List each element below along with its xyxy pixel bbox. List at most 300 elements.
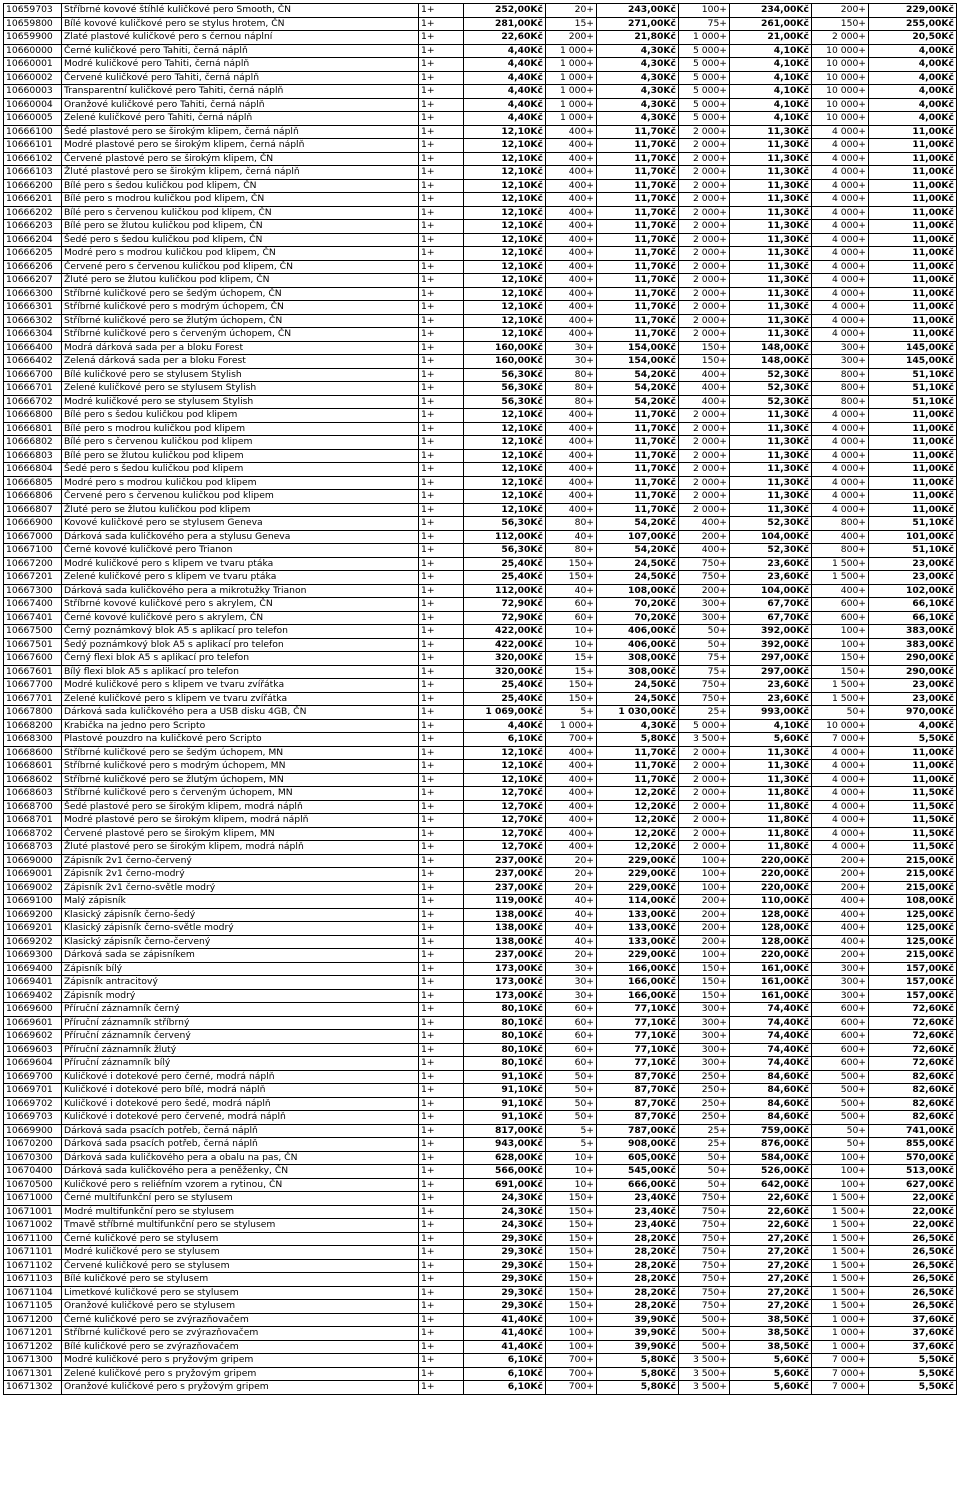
product-code-cell: 10669000 <box>4 854 62 868</box>
qty-tier-3-cell: 750+ <box>679 557 730 571</box>
product-name-cell: Modré pero s modrou kuličkou pod klipem <box>62 476 419 490</box>
qty-tier-4-cell: 200+ <box>812 4 869 18</box>
product-name-cell: Modré plastové pero se širokým klipem, modrá náplň <box>62 814 419 828</box>
product-name-cell: Modré kuličkové pero Tahiti, černá náplň <box>62 58 419 72</box>
price-tier-2-cell: 23,40Kč <box>597 1219 679 1233</box>
price-tier-1-cell: 12,10Kč <box>464 328 546 342</box>
qty-tier-4-cell: 1 500+ <box>812 1259 869 1273</box>
product-name-cell: Příruční záznamník žlutý <box>62 1043 419 1057</box>
product-name-cell: Zápisník 2v1 černo-červený <box>62 854 419 868</box>
price-tier-3-cell: 11,30Kč <box>730 179 812 193</box>
price-tier-4-cell: 26,50Kč <box>869 1273 957 1287</box>
price-tier-3-cell: 4,10Kč <box>730 112 812 126</box>
qty-tier-1-cell: 1+ <box>419 652 464 666</box>
qty-tier-3-cell: 300+ <box>679 598 730 612</box>
product-code-cell: 10666807 <box>4 503 62 517</box>
qty-tier-3-cell: 150+ <box>679 976 730 990</box>
price-tier-3-cell: 11,30Kč <box>730 463 812 477</box>
product-code-cell: 10671300 <box>4 1354 62 1368</box>
product-name-cell: Limetkové kuličkové pero se stylusem <box>62 1286 419 1300</box>
qty-tier-3-cell: 250+ <box>679 1070 730 1084</box>
qty-tier-1-cell: 1+ <box>419 773 464 787</box>
qty-tier-4-cell: 4 000+ <box>812 773 869 787</box>
price-tier-3-cell: 5,60Kč <box>730 1354 812 1368</box>
qty-tier-1-cell: 1+ <box>419 1205 464 1219</box>
qty-tier-4-cell: 4 000+ <box>812 746 869 760</box>
price-tier-4-cell: 51,10Kč <box>869 544 957 558</box>
product-code-cell: 10666803 <box>4 449 62 463</box>
product-code-cell: 10671301 <box>4 1367 62 1381</box>
product-name-cell: Stříbrné kuličkové pero se šedým úchopem, MN <box>62 746 419 760</box>
qty-tier-2-cell: 50+ <box>546 1111 597 1125</box>
price-tier-4-cell: 11,00Kč <box>869 422 957 436</box>
qty-tier-2-cell: 60+ <box>546 1043 597 1057</box>
qty-tier-2-cell: 5+ <box>546 706 597 720</box>
qty-tier-4-cell: 4 000+ <box>812 800 869 814</box>
price-tier-1-cell: 237,00Kč <box>464 868 546 882</box>
table-row <box>4 503 957 517</box>
price-tier-4-cell: 741,00Kč <box>869 1124 957 1138</box>
qty-tier-4-cell: 800+ <box>812 517 869 531</box>
price-tier-2-cell: 1 030,00Kč <box>597 706 679 720</box>
price-tier-2-cell: 229,00Kč <box>597 854 679 868</box>
product-name-cell: Černé kuličkové pero Tahiti, černá náplň <box>62 44 419 58</box>
qty-tier-2-cell: 400+ <box>546 233 597 247</box>
product-name-cell: Bílé pero se žlutou kuličkou pod klipem, ČN <box>62 220 419 234</box>
price-tier-2-cell: 4,30Kč <box>597 719 679 733</box>
price-tier-2-cell: 12,20Kč <box>597 814 679 828</box>
price-tier-2-cell: 11,70Kč <box>597 179 679 193</box>
qty-tier-4-cell: 4 000+ <box>812 436 869 450</box>
price-tier-3-cell: 11,30Kč <box>730 139 812 153</box>
price-tier-1-cell: 41,40Kč <box>464 1327 546 1341</box>
product-name-cell: Zápisník bílý <box>62 962 419 976</box>
price-tier-2-cell: 12,20Kč <box>597 800 679 814</box>
price-tier-2-cell: 11,70Kč <box>597 287 679 301</box>
price-tier-2-cell: 11,70Kč <box>597 503 679 517</box>
qty-tier-2-cell: 400+ <box>546 139 597 153</box>
product-code-cell: 10667100 <box>4 544 62 558</box>
qty-tier-1-cell: 1+ <box>419 638 464 652</box>
price-tier-1-cell: 12,10Kč <box>464 503 546 517</box>
price-tier-2-cell: 4,30Kč <box>597 58 679 72</box>
qty-tier-1-cell: 1+ <box>419 85 464 99</box>
table-row <box>4 557 957 571</box>
price-tier-3-cell: 74,40Kč <box>730 1043 812 1057</box>
price-tier-2-cell: 28,20Kč <box>597 1286 679 1300</box>
price-tier-4-cell: 4,00Kč <box>869 58 957 72</box>
product-code-cell: 10668702 <box>4 827 62 841</box>
qty-tier-1-cell: 1+ <box>419 152 464 166</box>
qty-tier-3-cell: 400+ <box>679 544 730 558</box>
price-tier-4-cell: 11,00Kč <box>869 773 957 787</box>
table-row <box>4 868 957 882</box>
table-row <box>4 1016 957 1030</box>
price-tier-3-cell: 27,20Kč <box>730 1259 812 1273</box>
price-tier-2-cell: 107,00Kč <box>597 530 679 544</box>
qty-tier-3-cell: 200+ <box>679 908 730 922</box>
product-name-cell: Černé kovové kuličkové pero s akrylem, ČN <box>62 611 419 625</box>
table-row <box>4 44 957 58</box>
qty-tier-3-cell: 250+ <box>679 1111 730 1125</box>
qty-tier-3-cell: 5 000+ <box>679 58 730 72</box>
price-tier-1-cell: 25,40Kč <box>464 692 546 706</box>
price-tier-4-cell: 11,00Kč <box>869 139 957 153</box>
qty-tier-3-cell: 750+ <box>679 1259 730 1273</box>
price-tier-4-cell: 145,00Kč <box>869 341 957 355</box>
product-code-cell: 10659900 <box>4 31 62 45</box>
price-tier-2-cell: 11,70Kč <box>597 476 679 490</box>
qty-tier-3-cell: 2 000+ <box>679 841 730 855</box>
table-row <box>4 571 957 585</box>
qty-tier-1-cell: 1+ <box>419 409 464 423</box>
qty-tier-3-cell: 25+ <box>679 1138 730 1152</box>
price-tier-4-cell: 22,00Kč <box>869 1219 957 1233</box>
price-tier-2-cell: 11,70Kč <box>597 760 679 774</box>
price-tier-1-cell: 252,00Kč <box>464 4 546 18</box>
qty-tier-4-cell: 4 000+ <box>812 193 869 207</box>
qty-tier-4-cell: 4 000+ <box>812 490 869 504</box>
qty-tier-1-cell: 1+ <box>419 949 464 963</box>
qty-tier-2-cell: 20+ <box>546 854 597 868</box>
qty-tier-3-cell: 100+ <box>679 4 730 18</box>
product-code-cell: 10668700 <box>4 800 62 814</box>
product-name-cell: Příruční záznamník bílý <box>62 1057 419 1071</box>
qty-tier-4-cell: 600+ <box>812 1057 869 1071</box>
price-tier-1-cell: 80,10Kč <box>464 1016 546 1030</box>
price-tier-3-cell: 161,00Kč <box>730 976 812 990</box>
qty-tier-4-cell: 1 000+ <box>812 1327 869 1341</box>
table-row <box>4 1259 957 1273</box>
qty-tier-1-cell: 1+ <box>419 584 464 598</box>
table-row <box>4 409 957 423</box>
table-row <box>4 1138 957 1152</box>
qty-tier-4-cell: 800+ <box>812 544 869 558</box>
price-tier-2-cell: 166,00Kč <box>597 962 679 976</box>
qty-tier-1-cell: 1+ <box>419 692 464 706</box>
qty-tier-3-cell: 150+ <box>679 355 730 369</box>
table-row <box>4 193 957 207</box>
qty-tier-3-cell: 300+ <box>679 1016 730 1030</box>
qty-tier-1-cell: 1+ <box>419 746 464 760</box>
product-name-cell: Stříbrné kuličkové pero s modrým úchopem, MN <box>62 760 419 774</box>
price-tier-1-cell: 12,10Kč <box>464 260 546 274</box>
price-tier-4-cell: 72,60Kč <box>869 1043 957 1057</box>
table-row <box>4 1043 957 1057</box>
qty-tier-4-cell: 400+ <box>812 895 869 909</box>
qty-tier-4-cell: 800+ <box>812 382 869 396</box>
qty-tier-1-cell: 1+ <box>419 733 464 747</box>
qty-tier-4-cell: 4 000+ <box>812 449 869 463</box>
price-tier-4-cell: 11,00Kč <box>869 490 957 504</box>
qty-tier-1-cell: 1+ <box>419 193 464 207</box>
price-tier-2-cell: 5,80Kč <box>597 733 679 747</box>
product-code-cell: 10669202 <box>4 935 62 949</box>
product-name-cell: Černé kuličkové pero se zvýrazňovačem <box>62 1313 419 1327</box>
price-tier-1-cell: 56,30Kč <box>464 544 546 558</box>
qty-tier-3-cell: 500+ <box>679 1327 730 1341</box>
price-tier-4-cell: 102,00Kč <box>869 584 957 598</box>
product-name-cell: Červené pero s červenou kuličkou pod klipem, ČN <box>62 260 419 274</box>
qty-tier-1-cell: 1+ <box>419 247 464 261</box>
qty-tier-2-cell: 10+ <box>546 1178 597 1192</box>
price-tier-1-cell: 91,10Kč <box>464 1111 546 1125</box>
price-tier-2-cell: 308,00Kč <box>597 665 679 679</box>
qty-tier-4-cell: 50+ <box>812 706 869 720</box>
price-tier-2-cell: 77,10Kč <box>597 1057 679 1071</box>
price-tier-4-cell: 970,00Kč <box>869 706 957 720</box>
qty-tier-2-cell: 5+ <box>546 1124 597 1138</box>
price-tier-4-cell: 11,00Kč <box>869 247 957 261</box>
qty-tier-2-cell: 30+ <box>546 341 597 355</box>
table-row <box>4 287 957 301</box>
product-name-cell: Bílé kuličkové pero se stylusem Stylish <box>62 368 419 382</box>
price-tier-2-cell: 39,90Kč <box>597 1340 679 1354</box>
qty-tier-4-cell: 4 000+ <box>812 422 869 436</box>
price-tier-2-cell: 166,00Kč <box>597 989 679 1003</box>
product-name-cell: Modré plastové pero se širokým klipem, černá náplň <box>62 139 419 153</box>
price-tier-1-cell: 4,40Kč <box>464 58 546 72</box>
product-code-cell: 10667401 <box>4 611 62 625</box>
qty-tier-1-cell: 1+ <box>419 530 464 544</box>
price-tier-3-cell: 74,40Kč <box>730 1030 812 1044</box>
qty-tier-1-cell: 1+ <box>419 1070 464 1084</box>
price-tier-1-cell: 12,10Kč <box>464 773 546 787</box>
qty-tier-4-cell: 50+ <box>812 1124 869 1138</box>
product-code-cell: 10666100 <box>4 125 62 139</box>
price-tier-2-cell: 908,00Kč <box>597 1138 679 1152</box>
product-name-cell: Dárková sada kuličkového pera a obalu na pas, ČN <box>62 1151 419 1165</box>
qty-tier-4-cell: 400+ <box>812 584 869 598</box>
price-tier-2-cell: 11,70Kč <box>597 422 679 436</box>
price-tier-4-cell: 72,60Kč <box>869 1030 957 1044</box>
price-tier-3-cell: 84,60Kč <box>730 1111 812 1125</box>
price-tier-1-cell: 41,40Kč <box>464 1340 546 1354</box>
price-tier-1-cell: 119,00Kč <box>464 895 546 909</box>
price-tier-3-cell: 5,60Kč <box>730 1381 812 1395</box>
qty-tier-3-cell: 250+ <box>679 1097 730 1111</box>
qty-tier-3-cell: 300+ <box>679 1043 730 1057</box>
price-tier-3-cell: 392,00Kč <box>730 638 812 652</box>
price-tier-3-cell: 11,30Kč <box>730 274 812 288</box>
qty-tier-2-cell: 1 000+ <box>546 44 597 58</box>
price-tier-4-cell: 72,60Kč <box>869 1016 957 1030</box>
qty-tier-2-cell: 60+ <box>546 1003 597 1017</box>
table-row <box>4 638 957 652</box>
price-tier-1-cell: 628,00Kč <box>464 1151 546 1165</box>
price-tier-3-cell: 52,30Kč <box>730 382 812 396</box>
price-tier-1-cell: 12,10Kč <box>464 314 546 328</box>
price-tier-1-cell: 12,10Kč <box>464 436 546 450</box>
qty-tier-3-cell: 2 000+ <box>679 233 730 247</box>
product-code-cell: 10667300 <box>4 584 62 598</box>
price-tier-2-cell: 28,20Kč <box>597 1259 679 1273</box>
price-tier-4-cell: 26,50Kč <box>869 1246 957 1260</box>
product-name-cell: Černý flexi blok A5 s aplikací pro telefon <box>62 652 419 666</box>
price-tier-2-cell: 243,00Kč <box>597 4 679 18</box>
table-row <box>4 476 957 490</box>
qty-tier-3-cell: 750+ <box>679 1192 730 1206</box>
qty-tier-3-cell: 3 500+ <box>679 733 730 747</box>
qty-tier-1-cell: 1+ <box>419 314 464 328</box>
qty-tier-3-cell: 400+ <box>679 382 730 396</box>
qty-tier-2-cell: 50+ <box>546 1070 597 1084</box>
price-tier-2-cell: 12,20Kč <box>597 787 679 801</box>
qty-tier-1-cell: 1+ <box>419 895 464 909</box>
product-name-cell: Černé multifunkční pero se stylusem <box>62 1192 419 1206</box>
qty-tier-2-cell: 60+ <box>546 1030 597 1044</box>
qty-tier-1-cell: 1+ <box>419 179 464 193</box>
qty-tier-1-cell: 1+ <box>419 571 464 585</box>
product-code-cell: 10666101 <box>4 139 62 153</box>
product-name-cell: Modré kuličkové pero s klipem ve tvaru zvířátka <box>62 679 419 693</box>
price-tier-4-cell: 26,50Kč <box>869 1259 957 1273</box>
qty-tier-1-cell: 1+ <box>419 139 464 153</box>
qty-tier-4-cell: 4 000+ <box>812 827 869 841</box>
product-name-cell: Stříbrné kovové kuličkové pero s akrylem, ČN <box>62 598 419 612</box>
qty-tier-1-cell: 1+ <box>419 490 464 504</box>
qty-tier-3-cell: 2 000+ <box>679 490 730 504</box>
product-name-cell: Zlaté plastové kuličkové pero s černou náplní <box>62 31 419 45</box>
price-tier-2-cell: 406,00Kč <box>597 625 679 639</box>
qty-tier-1-cell: 1+ <box>419 706 464 720</box>
table-row <box>4 1354 957 1368</box>
qty-tier-2-cell: 20+ <box>546 881 597 895</box>
product-name-cell: Stříbrné kuličkové pero se zvýrazňovačem <box>62 1327 419 1341</box>
qty-tier-4-cell: 4 000+ <box>812 166 869 180</box>
product-name-cell: Zápisník 2v1 černo-světle modrý <box>62 881 419 895</box>
qty-tier-3-cell: 50+ <box>679 638 730 652</box>
table-row <box>4 1151 957 1165</box>
price-tier-4-cell: 11,00Kč <box>869 206 957 220</box>
qty-tier-3-cell: 50+ <box>679 1178 730 1192</box>
price-tier-4-cell: 72,60Kč <box>869 1003 957 1017</box>
price-tier-1-cell: 12,10Kč <box>464 301 546 315</box>
product-name-cell: Stříbrné kuličkové pero s červeným úchopem, MN <box>62 787 419 801</box>
table-row <box>4 827 957 841</box>
qty-tier-1-cell: 1+ <box>419 1381 464 1395</box>
qty-tier-4-cell: 1 500+ <box>812 1219 869 1233</box>
qty-tier-4-cell: 150+ <box>812 665 869 679</box>
qty-tier-2-cell: 60+ <box>546 598 597 612</box>
qty-tier-4-cell: 10 000+ <box>812 719 869 733</box>
product-code-cell: 10671103 <box>4 1273 62 1287</box>
price-tier-1-cell: 4,40Kč <box>464 112 546 126</box>
price-tier-4-cell: 11,00Kč <box>869 314 957 328</box>
qty-tier-3-cell: 250+ <box>679 1084 730 1098</box>
qty-tier-1-cell: 1+ <box>419 1219 464 1233</box>
product-code-cell: 10666205 <box>4 247 62 261</box>
qty-tier-2-cell: 150+ <box>546 1246 597 1260</box>
price-tier-1-cell: 12,10Kč <box>464 247 546 261</box>
qty-tier-1-cell: 1+ <box>419 220 464 234</box>
price-tier-3-cell: 21,00Kč <box>730 31 812 45</box>
price-tier-3-cell: 11,30Kč <box>730 476 812 490</box>
product-name-cell: Malý zápisník <box>62 895 419 909</box>
price-tier-4-cell: 157,00Kč <box>869 962 957 976</box>
qty-tier-3-cell: 2 000+ <box>679 274 730 288</box>
qty-tier-2-cell: 40+ <box>546 584 597 598</box>
price-tier-2-cell: 133,00Kč <box>597 922 679 936</box>
qty-tier-4-cell: 100+ <box>812 638 869 652</box>
price-tier-2-cell: 11,70Kč <box>597 409 679 423</box>
price-tier-1-cell: 12,10Kč <box>464 490 546 504</box>
qty-tier-3-cell: 2 000+ <box>679 409 730 423</box>
qty-tier-3-cell: 750+ <box>679 571 730 585</box>
price-tier-3-cell: 220,00Kč <box>730 949 812 963</box>
qty-tier-3-cell: 75+ <box>679 17 730 31</box>
table-row <box>4 233 957 247</box>
qty-tier-3-cell: 2 000+ <box>679 503 730 517</box>
product-code-cell: 10669600 <box>4 1003 62 1017</box>
qty-tier-2-cell: 400+ <box>546 287 597 301</box>
price-tier-4-cell: 37,60Kč <box>869 1313 957 1327</box>
price-tier-3-cell: 11,80Kč <box>730 841 812 855</box>
product-name-cell: Dárková sada psacích potřeb, černá náplň <box>62 1124 419 1138</box>
product-code-cell: 10667500 <box>4 625 62 639</box>
price-tier-2-cell: 28,20Kč <box>597 1300 679 1314</box>
qty-tier-4-cell: 800+ <box>812 368 869 382</box>
qty-tier-3-cell: 750+ <box>679 1219 730 1233</box>
qty-tier-2-cell: 80+ <box>546 517 597 531</box>
price-tier-3-cell: 11,30Kč <box>730 287 812 301</box>
price-tier-4-cell: 215,00Kč <box>869 868 957 882</box>
qty-tier-3-cell: 750+ <box>679 1232 730 1246</box>
price-tier-3-cell: 5,60Kč <box>730 1367 812 1381</box>
price-tier-2-cell: 229,00Kč <box>597 881 679 895</box>
price-tier-4-cell: 72,60Kč <box>869 1057 957 1071</box>
price-tier-1-cell: 29,30Kč <box>464 1300 546 1314</box>
qty-tier-2-cell: 10+ <box>546 1151 597 1165</box>
product-name-cell: Příruční záznamník červený <box>62 1030 419 1044</box>
qty-tier-1-cell: 1+ <box>419 44 464 58</box>
price-tier-2-cell: 4,30Kč <box>597 98 679 112</box>
qty-tier-4-cell: 800+ <box>812 395 869 409</box>
product-code-cell: 10666805 <box>4 476 62 490</box>
price-tier-3-cell: 11,30Kč <box>730 193 812 207</box>
qty-tier-2-cell: 150+ <box>546 679 597 693</box>
price-tier-2-cell: 666,00Kč <box>597 1178 679 1192</box>
table-row <box>4 206 957 220</box>
qty-tier-3-cell: 2 000+ <box>679 260 730 274</box>
table-row <box>4 1340 957 1354</box>
price-tier-4-cell: 101,00Kč <box>869 530 957 544</box>
price-tier-4-cell: 37,60Kč <box>869 1327 957 1341</box>
price-tier-1-cell: 12,10Kč <box>464 422 546 436</box>
qty-tier-2-cell: 30+ <box>546 976 597 990</box>
price-tier-1-cell: 80,10Kč <box>464 1003 546 1017</box>
qty-tier-3-cell: 2 000+ <box>679 125 730 139</box>
qty-tier-2-cell: 15+ <box>546 652 597 666</box>
product-code-cell: 10667600 <box>4 652 62 666</box>
product-code-cell: 10666900 <box>4 517 62 531</box>
product-code-cell: 10666201 <box>4 193 62 207</box>
price-tier-4-cell: 11,00Kč <box>869 463 957 477</box>
qty-tier-1-cell: 1+ <box>419 854 464 868</box>
price-tier-1-cell: 138,00Kč <box>464 922 546 936</box>
price-tier-1-cell: 91,10Kč <box>464 1097 546 1111</box>
table-row <box>4 220 957 234</box>
qty-tier-3-cell: 750+ <box>679 1286 730 1300</box>
table-row <box>4 1030 957 1044</box>
price-tier-3-cell: 52,30Kč <box>730 544 812 558</box>
product-code-cell: 10660001 <box>4 58 62 72</box>
qty-tier-1-cell: 1+ <box>419 881 464 895</box>
product-code-cell: 10666400 <box>4 341 62 355</box>
price-tier-3-cell: 84,60Kč <box>730 1084 812 1098</box>
qty-tier-1-cell: 1+ <box>419 125 464 139</box>
price-tier-1-cell: 173,00Kč <box>464 989 546 1003</box>
